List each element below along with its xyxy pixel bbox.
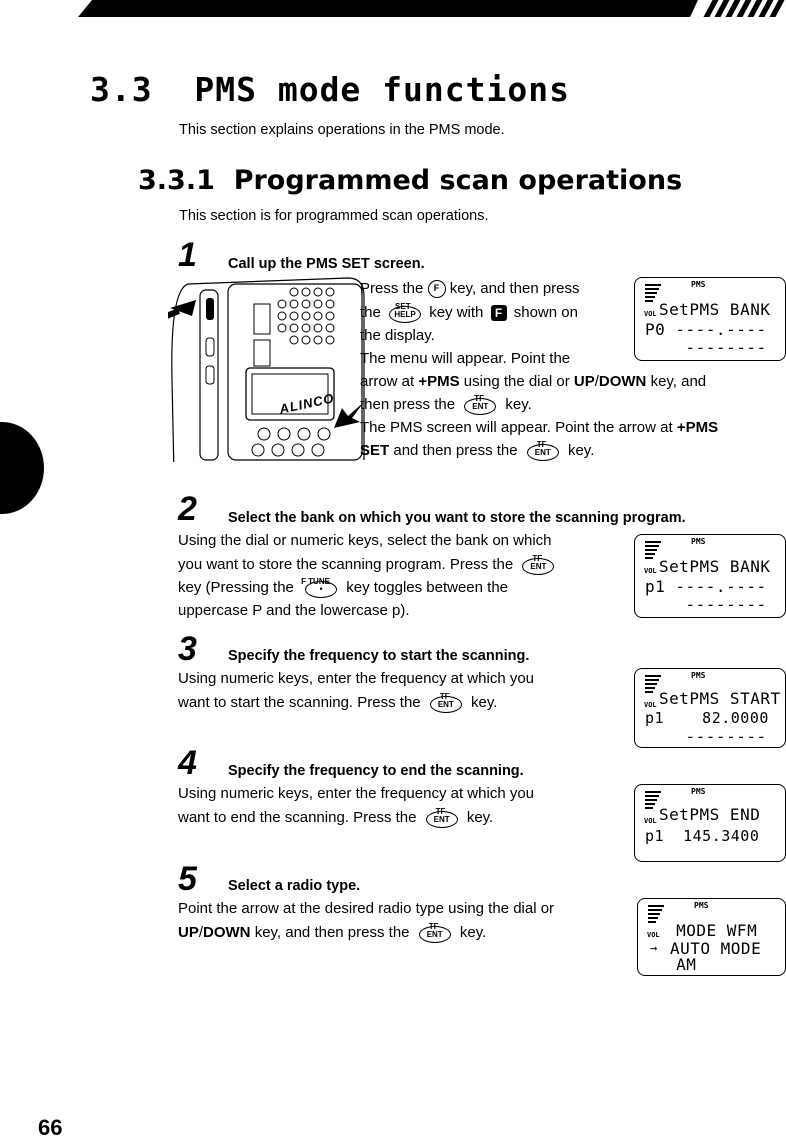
radio-illustration	[168, 270, 368, 462]
step-number: 2	[178, 490, 197, 528]
section-heading: 3.3 PMS mode functions	[90, 70, 570, 109]
ftune-dot-key-icon: F TUNE •	[301, 578, 339, 598]
section-intro: This section explains operations in the PMS mode.	[179, 122, 505, 138]
step-2-text-b: you want to store the scanning program. Press the TF ENT	[178, 553, 559, 577]
step-number: 4	[178, 744, 197, 782]
lcd-display-bank-p0: PMS VOL SetPMS BANK P0 ----.---- --------	[634, 277, 786, 361]
page-number: 66	[38, 1115, 63, 1140]
chapter-tab	[0, 422, 44, 514]
f-key-icon: F	[428, 280, 446, 298]
step-heading: Select the bank on which you want to store the scanning program.	[228, 510, 686, 526]
lcd-display-start: PMS VOL SetPMS START p1 82.0000 --------	[634, 668, 786, 748]
header-bar	[78, 0, 698, 17]
subsection-heading: 3.3.1 Programmed scan operations	[138, 165, 683, 196]
step-1-text-g: The PMS screen will appear. Point the arrow at +PMS	[360, 419, 719, 436]
step-heading: Specify the frequency to start the scanning.	[228, 648, 530, 664]
tf-ent-key-icon: TF ENT	[418, 923, 452, 943]
lcd-display-bank-p1: PMS VOL SetPMS BANK p1 ----.---- --------	[634, 534, 786, 618]
radio-brand-logo: ALINCO	[278, 390, 336, 417]
step-heading: Select a radio type.	[228, 878, 361, 894]
tf-ent-key-icon: TF ENT	[425, 808, 459, 828]
tf-ent-key-icon: TF ENT	[429, 693, 463, 713]
set-help-key-icon: SET HELP	[388, 303, 422, 323]
step-1-text-h: SET and then press the TF ENT key.	[360, 439, 594, 463]
step-4-text-b: want to end the scanning. Press the TF ENT key.	[178, 806, 493, 830]
step-5-text-b: UP/DOWN key, and then press the TF ENT key.	[178, 921, 486, 945]
f-display-icon: F	[491, 305, 507, 321]
signal-bars-icon	[648, 905, 664, 925]
step-1-text-e: arrow at +PMS using the dial or UP/DOWN key, and	[360, 373, 707, 390]
step-2-text-d: uppercase P and the lowercase p).	[178, 602, 410, 619]
step-1-text-c: the display.	[360, 327, 435, 344]
step-3-text-a: Using numeric keys, enter the frequency at which you	[178, 670, 535, 687]
step-1-text-b: the SET HELP key with F shown on	[360, 301, 630, 325]
step-2-text-c: key (Pressing the F TUNE • key toggles between the	[178, 576, 508, 600]
step-1-text-d: The menu will appear. Point the	[360, 350, 571, 367]
step-number: 5	[178, 860, 197, 898]
lcd-display-end: PMS VOL SetPMS END p1 145.3400	[634, 784, 786, 862]
step-number: 1	[178, 236, 197, 274]
subsection-intro: This section is for programmed scan operations.	[179, 208, 489, 224]
step-number: 3	[178, 630, 197, 668]
tf-ent-key-icon: TF ENT	[521, 555, 555, 575]
step-heading: Specify the frequency to end the scanning.	[228, 763, 524, 779]
step-1-text-f: then press the TF ENT key.	[360, 393, 532, 417]
step-1-text-a: Press the F key, and then press	[360, 280, 580, 297]
tf-ent-key-icon: TF ENT	[463, 395, 497, 415]
step-2-text-a: Using the dial or numeric keys, select the bank on which	[178, 532, 552, 549]
tf-ent-key-icon: TF ENT	[526, 441, 560, 461]
selection-arrow-icon: →	[650, 941, 658, 955]
step-3-text-b: want to start the scanning. Press the TF ENT key.	[178, 691, 497, 715]
step-heading: Call up the PMS SET screen.	[228, 256, 425, 272]
step-4-text-a: Using numeric keys, enter the frequency at which you	[178, 785, 535, 802]
lcd-display-mode: PMS VOL MODE WFM → AUTO MODE AM	[637, 898, 786, 976]
step-5-text-a: Point the arrow at the desired radio type using the dial or	[178, 900, 555, 917]
